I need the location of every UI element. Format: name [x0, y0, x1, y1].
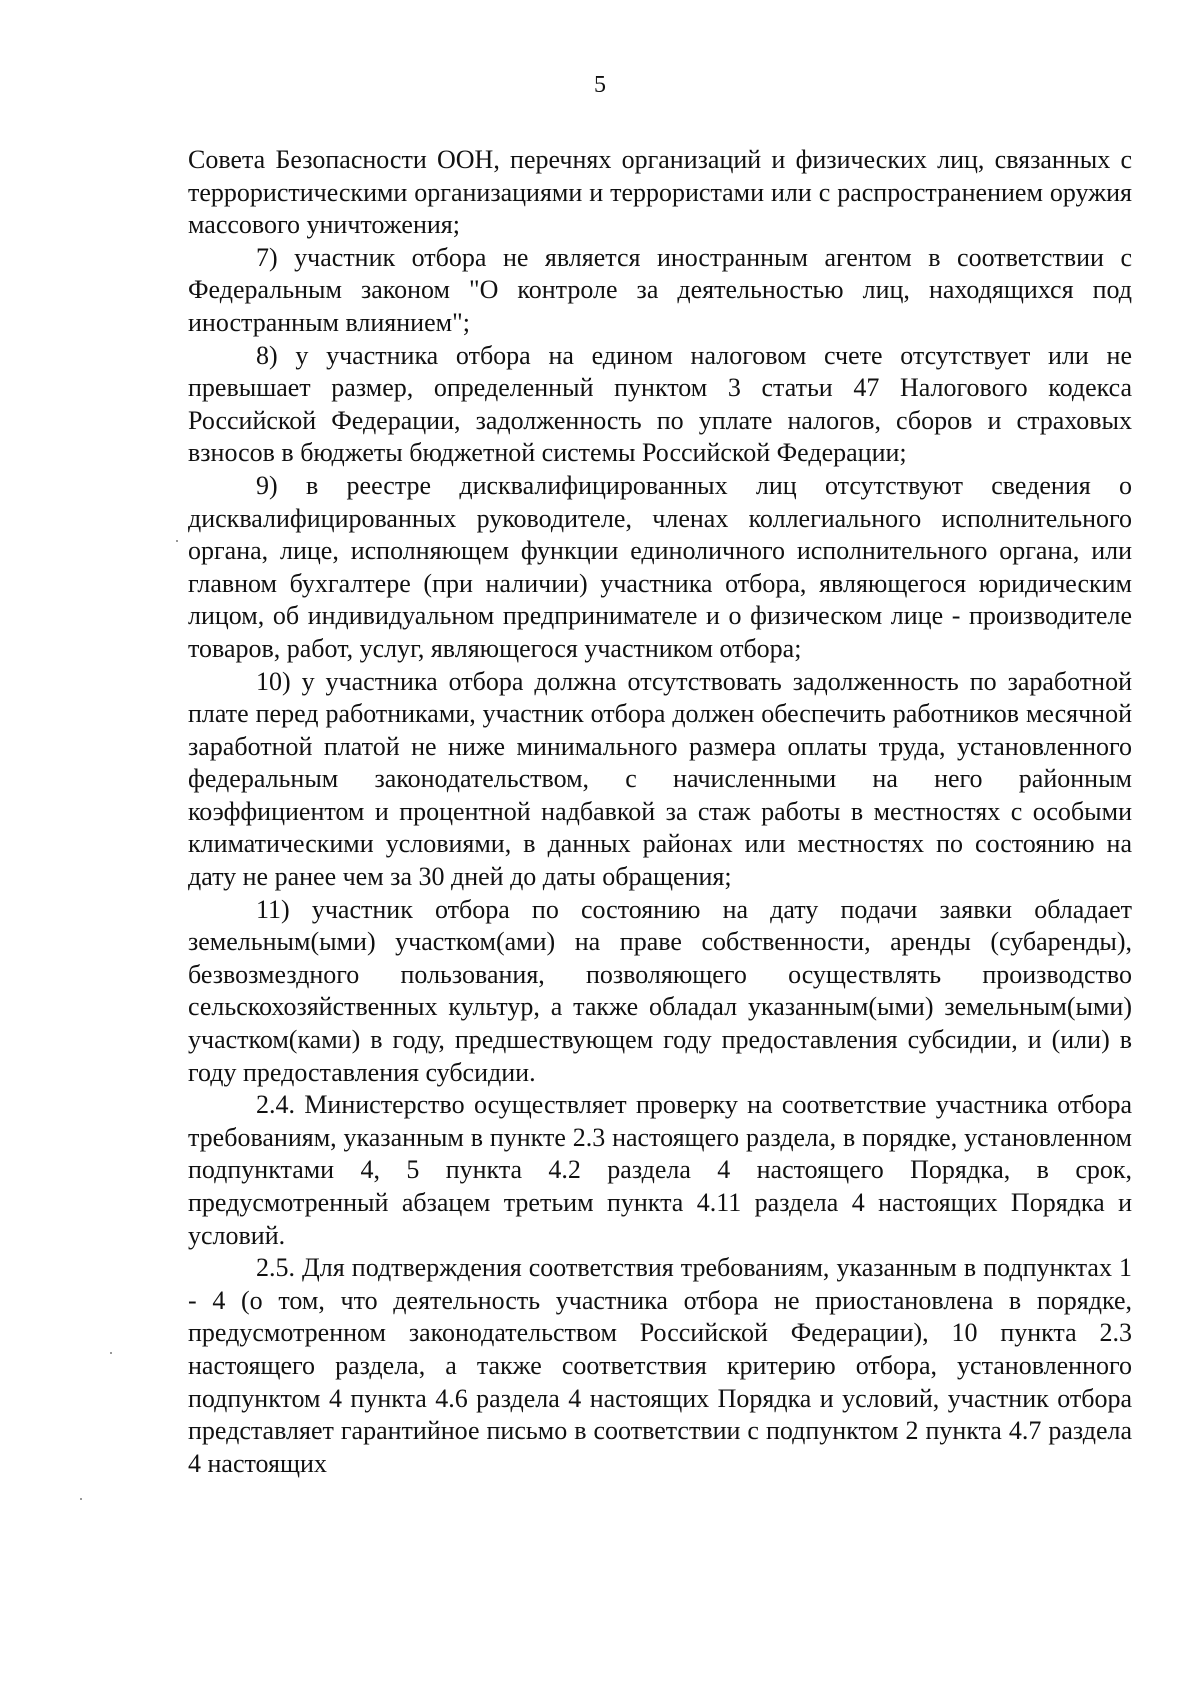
paragraph-continuation: Совета Безопасности ООН, перечнях организаций и физических лиц, связанных с террористическими организациями и террористами или с распространением оружия массового уничтожения; — [188, 145, 1132, 240]
paragraph-item-9: 9) в реестре дисквалифицированных лиц отсутствуют сведения о дисквалифицированных руководителе, членах коллегиального исполнительного органа, лице, исполняющем функции единоличного исполнительного органа, или главном бухгалтере (при наличии) участника отбора, являющегося юридическим лицом, об индивидуальном предпринимателе и о физическом лице - производителе товаров, работ, услуг, являющегося участником отбора; — [188, 470, 1132, 663]
scan-speck — [80, 1498, 82, 1500]
page-number: 5 — [594, 72, 606, 98]
paragraph-item-7: 7) участник отбора не является иностранным агентом в соответствии с Федеральным законом "О контроле за деятельностью лиц, находящихся под иностранным влиянием"; — [188, 242, 1132, 337]
paragraph-section-2-4: 2.4. Министерство осуществляет проверку на соответствие участника отбора требованиям, указанным в пункте 2.3 настоящего раздела, в порядке, установленном подпунктами 4, 5 пункта 4.2 раздела 4 настоящего Порядка, в срок, предусмотренный абзацем третьим пункта 4.11 раздела 4 настоящих Порядка и условий. — [188, 1090, 1132, 1250]
paragraph-item-10: 10) у участника отбора должна отсутствовать задолженность по заработной плате перед работниками, участник отбора должен обеспечить работников месячной заработной платой не ниже минимального размера оплаты труда, установленного федеральным законодательством, с начисленными на него районным коэффициентом и процентной надбавкой за стаж работы в местностях с особыми климатическими условиями, в данных районах или местностях по состоянию на дату не ранее чем за 30 дней до даты обращения; — [188, 666, 1132, 892]
paragraph-item-8: 8) у участника отбора на едином налоговом счете отсутствует или не превышает размер, определенный пунктом 3 статьи 47 Налогового кодекса Российской Федерации, задолженность по уплате налогов, сборов и страховых взносов в бюджеты бюджетной системы Российской Федерации; — [188, 340, 1132, 468]
document-body — [188, 144, 1132, 1480]
scan-speck — [176, 540, 178, 542]
paragraph-section-2-5: 2.5. Для подтверждения соответствия требованиям, указанным в подпунктах 1 - 4 (о том, что деятельность участника отбора не приостановлена в порядке, предусмотренном законодательством Российской Федерации), 10 пункта 2.3 настоящего раздела, а также соответствия критерию отбора, установленного подпунктом 4 пункта 4.6 раздела 4 настоящих Порядка и условий, участник отбора представляет гарантийное письмо в соответствии с подпунктом 2 пункта 4.7 раздела 4 настоящих — [188, 1253, 1132, 1478]
paragraph-item-11: 11) участник отбора по состоянию на дату подачи заявки обладает земельным(ыми) участком(ами) на праве собственности, аренды (субаренды), безвозмездного пользования, позволяющего осуществлять производство сельскохозяйственных культур, а также обладал указанным(ыми) земельным(ыми) участком(ками) в году, предшествующем году предоставления субсидии, и (или) в году предоставления субсидии. — [188, 894, 1132, 1087]
scan-speck — [110, 1352, 112, 1354]
